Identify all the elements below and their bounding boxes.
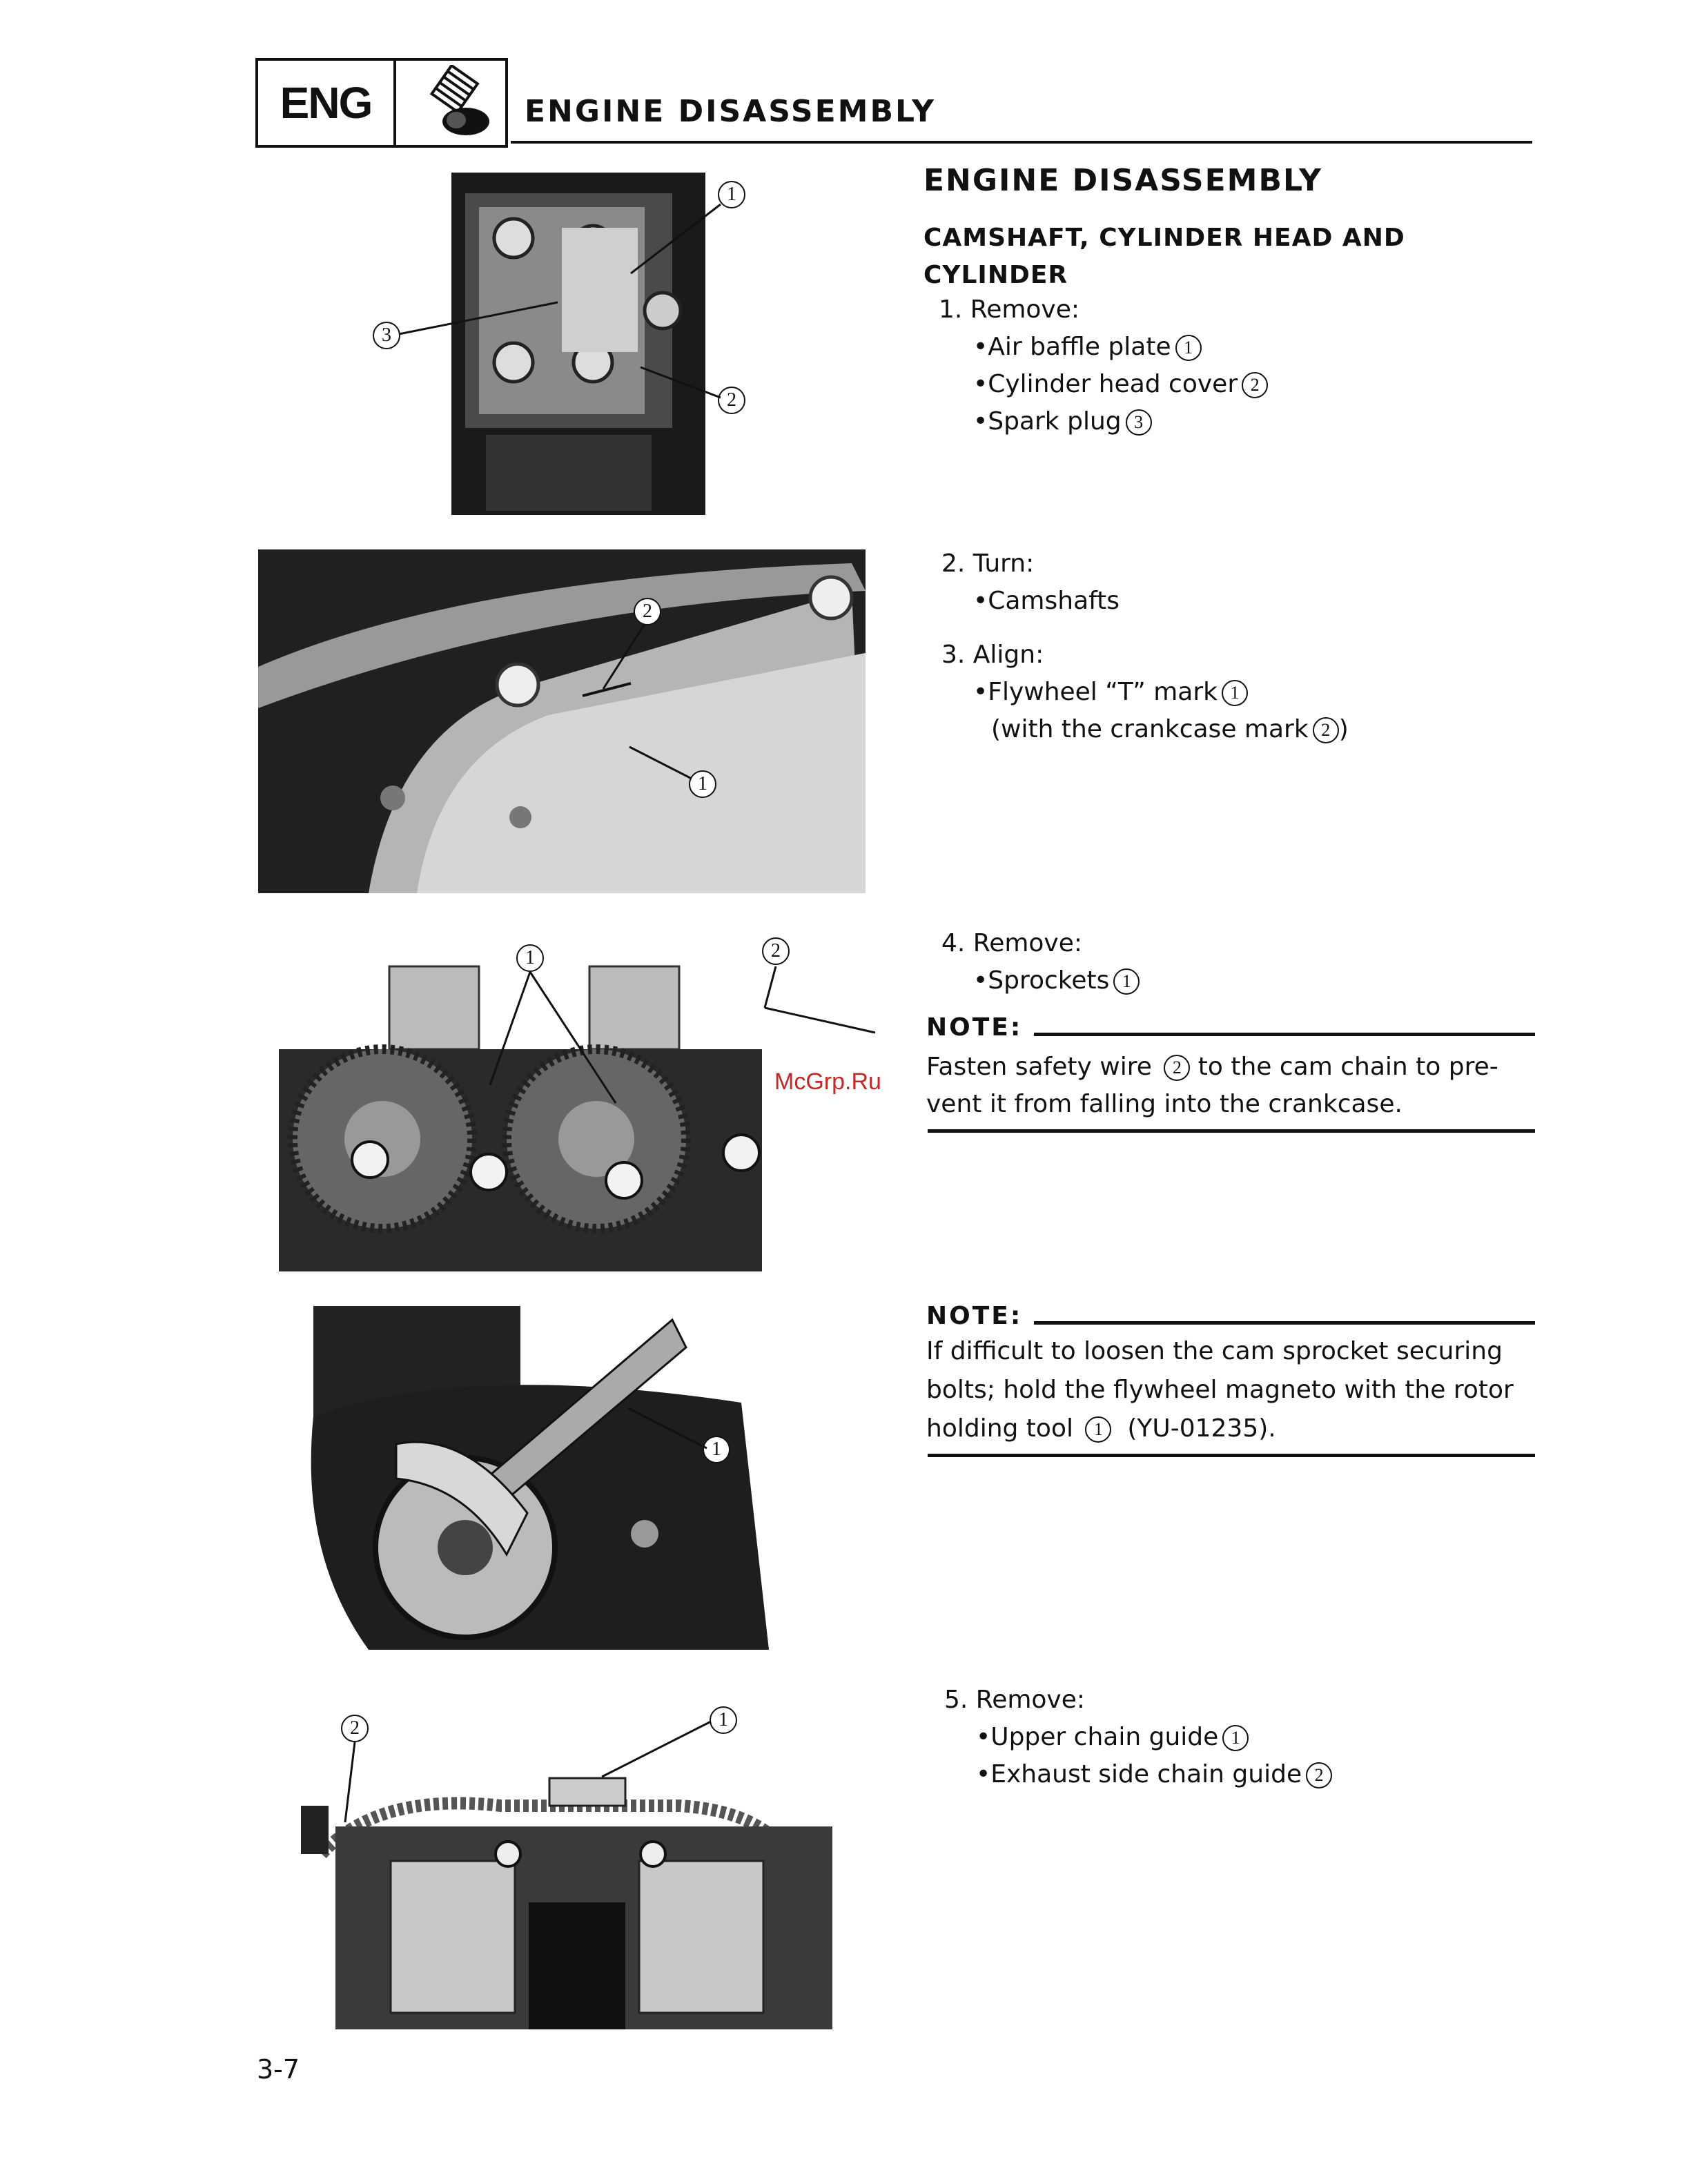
figure-cylinder-head-cover <box>451 173 705 515</box>
ref-callout: 2 <box>1242 372 1268 398</box>
item-text: •Upper chain guide <box>976 1723 1219 1751</box>
item-text: •Flywheel “T” mark <box>973 678 1218 706</box>
note-2-line-2: bolts; hold the flywheel magneto with the rotor <box>926 1376 1514 1404</box>
ref-callout: 2 <box>1306 1762 1332 1788</box>
note-text: to the cam chain to pre- <box>1198 1053 1498 1081</box>
item-text: •Spark plug <box>973 407 1122 436</box>
callout-2: 2 <box>341 1715 369 1742</box>
note-1-line-2: vent it from falling into the crankcase. <box>926 1090 1402 1118</box>
sub-close: ) <box>1338 715 1349 743</box>
figure-chain-guides <box>294 1764 864 2029</box>
engine-icon <box>396 61 505 145</box>
step-1-item <box>973 366 1268 403</box>
note-rule <box>928 1454 1535 1457</box>
item-text: •Sprockets <box>973 966 1110 995</box>
note-rule <box>1034 1321 1535 1325</box>
callout-2: 2 <box>718 387 745 414</box>
callout-2: 2 <box>762 937 790 965</box>
section-code: ENG <box>258 61 396 145</box>
note-text: (YU-01235). <box>1127 1414 1276 1443</box>
item-text: •Exhaust side chain guide <box>976 1760 1302 1788</box>
callout-3: 3 <box>373 322 400 349</box>
item-text: •Cylinder head cover <box>973 370 1238 398</box>
step-3-item <box>973 674 1248 711</box>
ref-callout: 1 <box>1113 968 1140 995</box>
ref-callout: 3 <box>1126 409 1152 436</box>
note-rule <box>928 1129 1535 1133</box>
ref-callout: 1 <box>1222 1725 1249 1751</box>
step-4-item <box>973 962 1140 1000</box>
step-5-item <box>976 1756 1332 1793</box>
figure-rotor-holding-tool <box>258 1306 792 1650</box>
note-2-line-3 <box>926 1410 1276 1448</box>
watermark: McGrp.Ru <box>774 1069 881 1095</box>
note-label: NOTE: <box>926 1302 1023 1330</box>
callout-1: 1 <box>689 770 716 798</box>
step-5-label: 5. Remove: <box>944 1686 1086 1714</box>
step-3-sub <box>991 711 1349 748</box>
section-title: ENGINE DISASSEMBLY <box>923 163 1323 198</box>
figure-cam-sprockets <box>258 953 762 1271</box>
step-1-label: 1. Remove: <box>939 295 1080 324</box>
item-text: •Air baffle plate <box>973 333 1171 361</box>
step-1-item <box>973 329 1202 366</box>
step-2-label: 2. Turn: <box>941 549 1035 578</box>
step-5-item <box>976 1719 1249 1756</box>
sub-text: (with the crankcase mark <box>991 715 1309 743</box>
callout-1: 1 <box>710 1706 737 1734</box>
ref-callout: 2 <box>1164 1055 1190 1081</box>
note-2-line-1: If difficult to loosen the cam sprocket securing <box>926 1337 1503 1365</box>
figure-flywheel-mark <box>258 549 866 893</box>
header-title: ENGINE DISASSEMBLY <box>525 94 937 129</box>
subsection-title-line1: CAMSHAFT, CYLINDER HEAD AND <box>923 224 1405 252</box>
callout-1: 1 <box>516 944 544 972</box>
callout-1: 1 <box>718 181 745 208</box>
header-rule <box>511 141 1532 144</box>
ref-callout: 1 <box>1085 1416 1111 1443</box>
callout-2: 2 <box>634 598 661 625</box>
step-1-item <box>973 403 1152 440</box>
note-label: NOTE: <box>926 1013 1023 1042</box>
section-tab <box>255 58 508 148</box>
ref-callout: 2 <box>1313 717 1339 743</box>
step-3-label: 3. Align: <box>941 641 1044 669</box>
step-2-item: •Camshafts <box>973 587 1120 615</box>
ref-callout: 1 <box>1175 335 1202 361</box>
subsection-title <box>923 220 1405 294</box>
subsection-title-line2: CYLINDER <box>923 261 1068 289</box>
note-text: holding tool <box>926 1414 1073 1443</box>
note-1-line-1 <box>926 1048 1498 1086</box>
note-text: Fasten safety wire <box>926 1053 1152 1081</box>
ref-callout: 1 <box>1222 680 1248 706</box>
callout-1: 1 <box>703 1436 730 1463</box>
step-4-label: 4. Remove: <box>941 929 1083 957</box>
page-number: 3-7 <box>257 2054 300 2085</box>
note-rule <box>1034 1033 1535 1036</box>
